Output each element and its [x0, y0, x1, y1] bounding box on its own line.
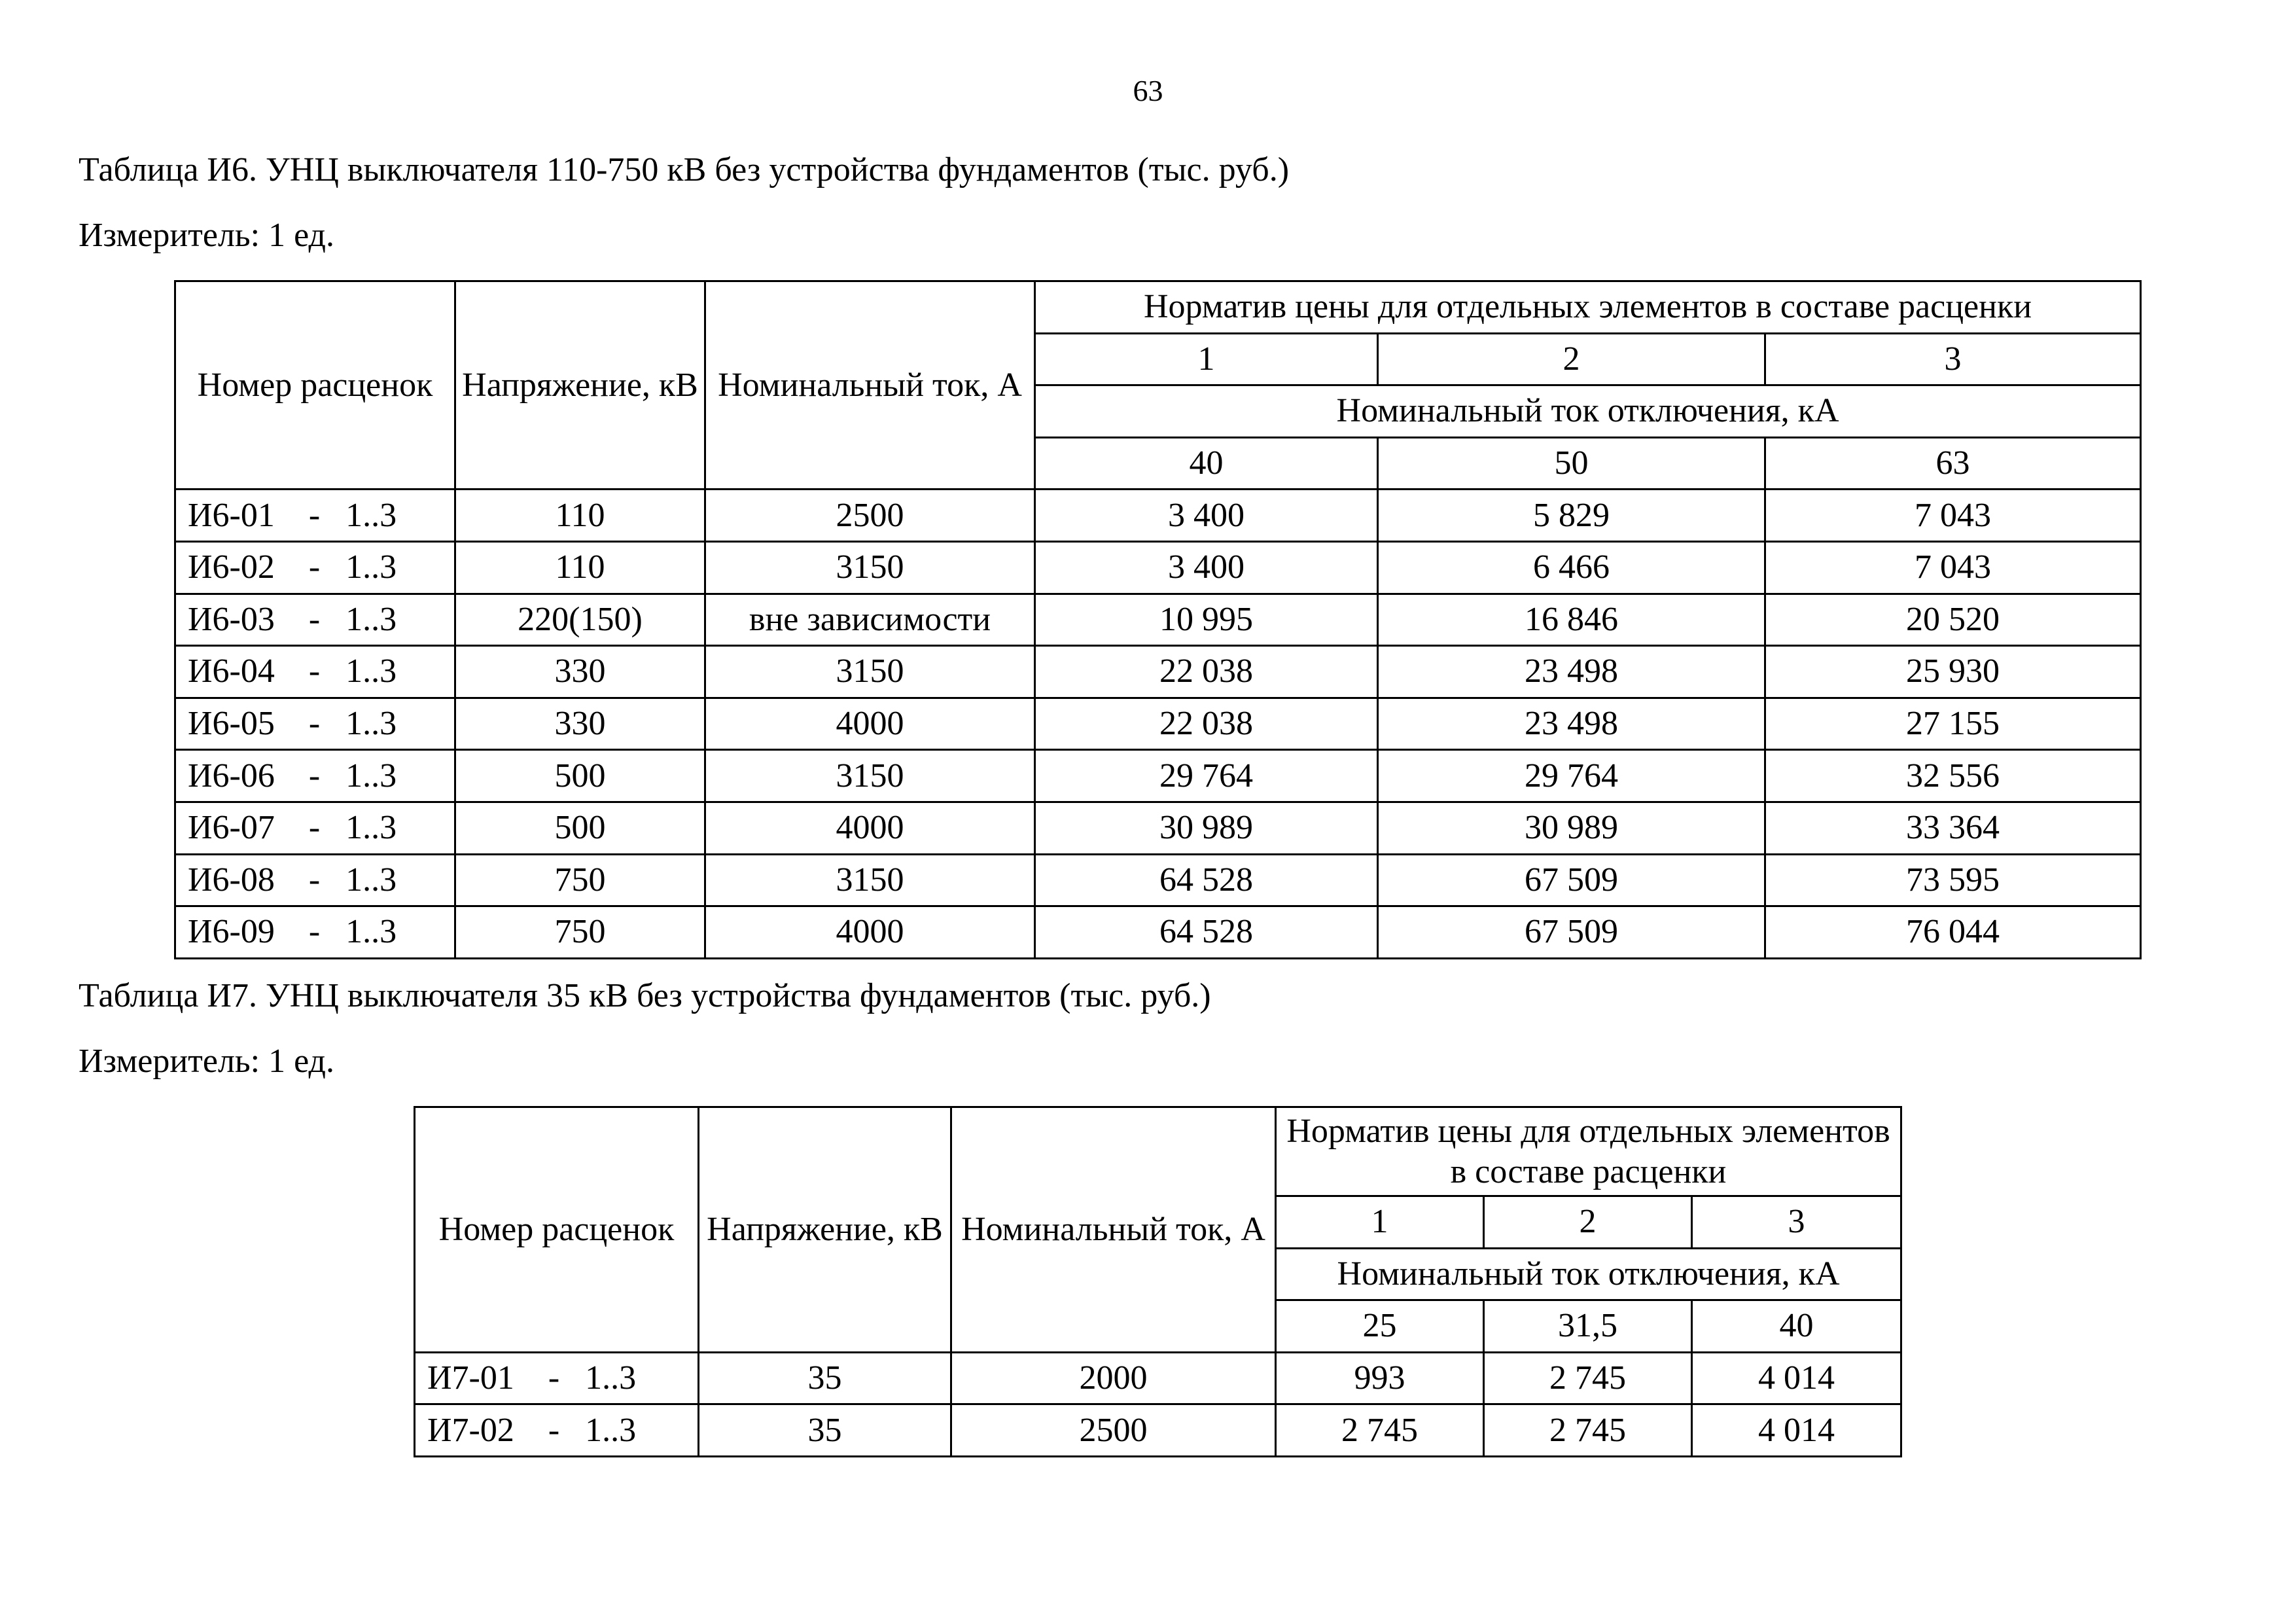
page-number: 63 — [1133, 74, 1163, 107]
cell-voltage: 35 — [699, 1352, 951, 1404]
cell-value-2: 6 466 — [1378, 541, 1765, 594]
cell-current: 3150 — [705, 541, 1035, 594]
table-i6-caption: Таблица И6. УНЦ выключателя 110-750 кВ без устройства фундаментов (тыс. руб.) — [79, 151, 1290, 188]
cell-code: И7-02 - 1..3 — [415, 1404, 699, 1457]
cell-value-3: 7 043 — [1765, 541, 2141, 594]
header-breaking-value: 31,5 — [1484, 1300, 1692, 1353]
cell-voltage: 110 — [455, 490, 705, 542]
table-row — [175, 698, 2141, 750]
cell-code: И6-02 - 1..3 — [175, 541, 455, 594]
table-i7-caption: Таблица И7. УНЦ выключателя 35 кВ без устройства фундаментов (тыс. руб.) — [79, 977, 1211, 1014]
table-row — [415, 1352, 1901, 1404]
cell-value-2: 29 764 — [1378, 750, 1765, 802]
table-i7 — [414, 1106, 1902, 1457]
cell-value-1: 993 — [1276, 1352, 1484, 1404]
cell-value-3: 32 556 — [1765, 750, 2141, 802]
cell-voltage: 330 — [455, 646, 705, 698]
header-col-num: 2 — [1378, 333, 1765, 385]
cell-value-2: 67 509 — [1378, 906, 1765, 959]
header-voltage: Напряжение, кВ — [699, 1107, 951, 1353]
cell-code: И6-08 - 1..3 — [175, 854, 455, 906]
cell-value-1: 29 764 — [1035, 750, 1378, 802]
cell-value-1: 64 528 — [1035, 906, 1378, 959]
cell-current: 2500 — [951, 1404, 1276, 1457]
header-col-num: 1 — [1035, 333, 1378, 385]
header-breaking-current: Номинальный ток отключения, кА — [1276, 1248, 1901, 1300]
cell-value-1: 64 528 — [1035, 854, 1378, 906]
cell-current: 2000 — [951, 1352, 1276, 1404]
cell-value-3: 76 044 — [1765, 906, 2141, 959]
cell-value-1: 22 038 — [1035, 646, 1378, 698]
cell-code: И6-06 - 1..3 — [175, 750, 455, 802]
cell-value-3: 4 014 — [1692, 1352, 1901, 1404]
header-current: Номинальный ток, А — [705, 281, 1035, 490]
table-i7-unit: Измеритель: 1 ед. — [79, 1043, 334, 1080]
table-row — [415, 1404, 1901, 1457]
cell-code: И6-03 - 1..3 — [175, 594, 455, 646]
header-col-num: 1 — [1276, 1196, 1484, 1249]
cell-voltage: 750 — [455, 854, 705, 906]
header-breaking-value: 50 — [1378, 437, 1765, 490]
header-breaking-value: 63 — [1765, 437, 2141, 490]
header-voltage: Напряжение, кВ — [455, 281, 705, 490]
header-col-num: 3 — [1692, 1196, 1901, 1249]
header-norm-group: Норматив цены для отдельных элементов в составе расценки — [1276, 1107, 1901, 1196]
table-i6 — [174, 280, 2142, 959]
header-code: Номер расценок — [415, 1107, 699, 1353]
cell-current: 4000 — [705, 802, 1035, 854]
cell-current: 4000 — [705, 698, 1035, 750]
cell-current: 4000 — [705, 906, 1035, 959]
table-row — [175, 594, 2141, 646]
cell-voltage: 500 — [455, 750, 705, 802]
cell-value-1: 3 400 — [1035, 541, 1378, 594]
cell-value-2: 5 829 — [1378, 490, 1765, 542]
cell-value-1: 22 038 — [1035, 698, 1378, 750]
table-row — [175, 802, 2141, 854]
table-row — [175, 490, 2141, 542]
cell-current: вне зависимости — [705, 594, 1035, 646]
cell-value-2: 67 509 — [1378, 854, 1765, 906]
cell-code: И6-07 - 1..3 — [175, 802, 455, 854]
table-row — [175, 854, 2141, 906]
header-current: Номинальный ток, А — [951, 1107, 1276, 1353]
cell-value-3: 25 930 — [1765, 646, 2141, 698]
header-breaking-value: 25 — [1276, 1300, 1484, 1353]
cell-voltage: 750 — [455, 906, 705, 959]
cell-current: 2500 — [705, 490, 1035, 542]
header-breaking-current: Номинальный ток отключения, кА — [1035, 385, 2141, 438]
table-row — [175, 541, 2141, 594]
header-code: Номер расценок — [175, 281, 455, 490]
cell-value-3: 4 014 — [1692, 1404, 1901, 1457]
cell-value-1: 30 989 — [1035, 802, 1378, 854]
cell-value-2: 30 989 — [1378, 802, 1765, 854]
cell-code: И6-05 - 1..3 — [175, 698, 455, 750]
cell-value-2: 16 846 — [1378, 594, 1765, 646]
cell-value-2: 23 498 — [1378, 698, 1765, 750]
cell-voltage: 330 — [455, 698, 705, 750]
cell-code: И6-01 - 1..3 — [175, 490, 455, 542]
header-breaking-value: 40 — [1035, 437, 1378, 490]
header-col-num: 3 — [1765, 333, 2141, 385]
cell-code: И7-01 - 1..3 — [415, 1352, 699, 1404]
cell-value-1: 10 995 — [1035, 594, 1378, 646]
table-row — [175, 750, 2141, 802]
header-norm-group: Норматив цены для отдельных элементов в составе расценки — [1035, 281, 2141, 334]
table-row — [175, 906, 2141, 959]
cell-voltage: 220(150) — [455, 594, 705, 646]
cell-voltage: 35 — [699, 1404, 951, 1457]
cell-current: 3150 — [705, 646, 1035, 698]
cell-value-2: 2 745 — [1484, 1352, 1692, 1404]
cell-value-3: 73 595 — [1765, 854, 2141, 906]
cell-value-1: 3 400 — [1035, 490, 1378, 542]
cell-value-3: 20 520 — [1765, 594, 2141, 646]
header-breaking-value: 40 — [1692, 1300, 1901, 1353]
cell-code: И6-04 - 1..3 — [175, 646, 455, 698]
table-i6-unit: Измеритель: 1 ед. — [79, 217, 334, 254]
cell-value-2: 23 498 — [1378, 646, 1765, 698]
table-row — [175, 646, 2141, 698]
cell-code: И6-09 - 1..3 — [175, 906, 455, 959]
cell-value-1: 2 745 — [1276, 1404, 1484, 1457]
cell-value-3: 33 364 — [1765, 802, 2141, 854]
cell-value-3: 27 155 — [1765, 698, 2141, 750]
cell-voltage: 500 — [455, 802, 705, 854]
cell-voltage: 110 — [455, 541, 705, 594]
cell-current: 3150 — [705, 750, 1035, 802]
cell-value-3: 7 043 — [1765, 490, 2141, 542]
header-col-num: 2 — [1484, 1196, 1692, 1249]
cell-current: 3150 — [705, 854, 1035, 906]
cell-value-2: 2 745 — [1484, 1404, 1692, 1457]
